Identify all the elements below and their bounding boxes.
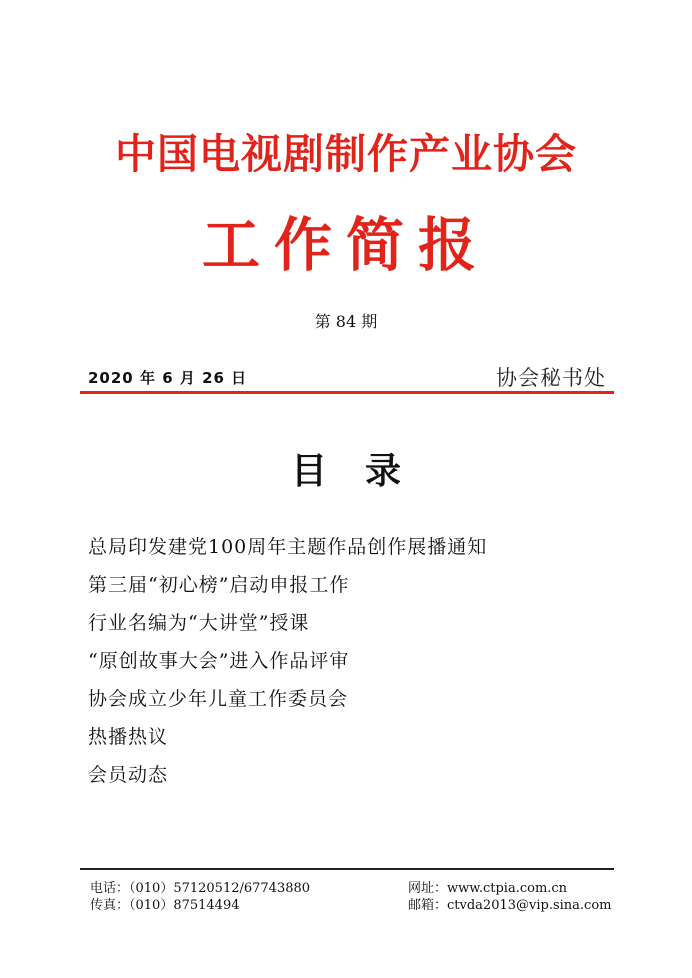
toc-title: 目录 (290, 450, 439, 492)
toc-item[interactable]: “原创故事大会”进入作品评审 (88, 650, 350, 672)
organization-title: 中国电视剧制作产业协会 (115, 130, 577, 178)
issuer: 协会秘书处 (496, 366, 606, 390)
contact-web-email (408, 880, 611, 914)
issue-number: 第 84 期 (314, 312, 378, 331)
toc-list (88, 528, 487, 794)
header-divider (80, 391, 614, 394)
fax: 传真：（010）87514494 (90, 898, 240, 913)
toc-item[interactable]: 协会成立少年儿童工作委员会 (88, 688, 349, 710)
issue-date: 2020 年 6 月 26 日 (88, 369, 248, 387)
footer-divider (80, 868, 614, 870)
toc-item[interactable]: 热播热议 (88, 726, 169, 748)
toc-item[interactable]: 会员动态 (88, 764, 169, 786)
contact-phone-fax (90, 880, 310, 914)
toc-item[interactable]: 总局印发建党100周年主题作品创作展播通知 (88, 536, 488, 558)
phone: 电话：（010）57120512/67743880 (90, 881, 311, 896)
email: 邮箱：ctvda2013@vip.sina.com (408, 898, 612, 913)
toc-item[interactable]: 行业名编为“大讲堂”授课 (88, 612, 310, 634)
bulletin-title: 工作简报 (201, 211, 490, 279)
website: 网址：www.ctpia.com.cn (408, 881, 568, 896)
toc-item[interactable]: 第三届“初心榜”启动申报工作 (88, 574, 350, 596)
